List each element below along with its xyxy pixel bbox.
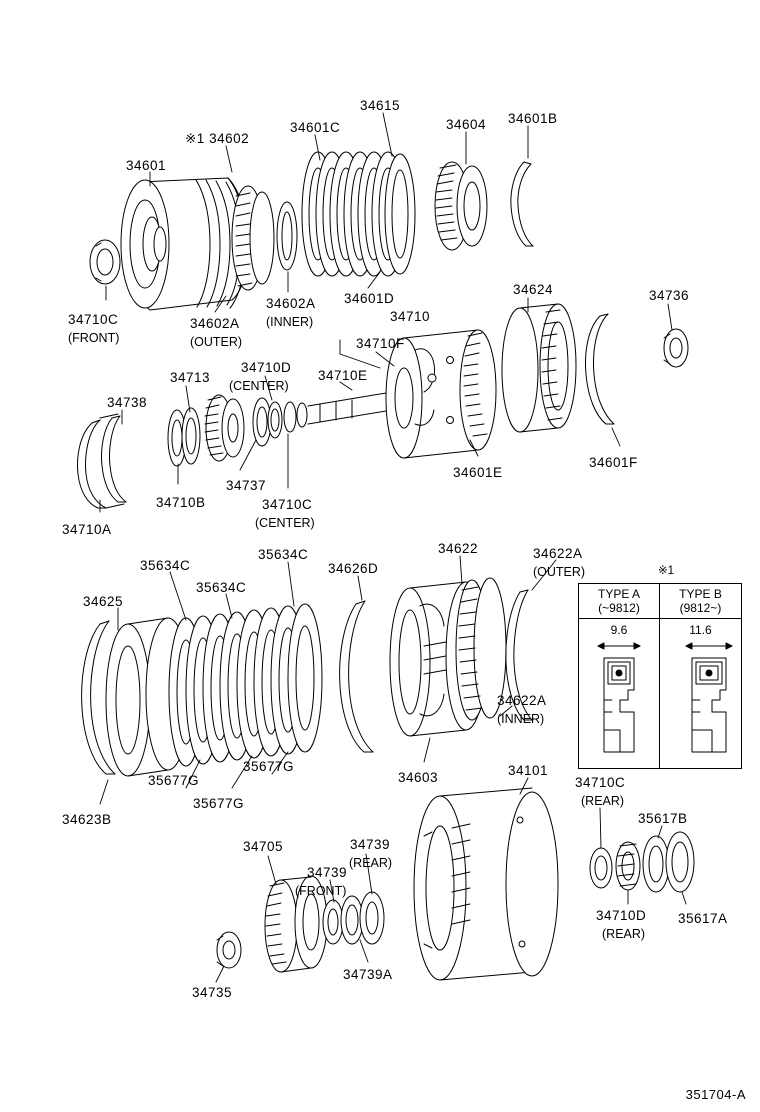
- part-label-34705: 34705: [243, 839, 284, 854]
- legend-type-b-range: (9812~): [679, 601, 722, 615]
- part-label-35634c-1: 35634C: [258, 547, 309, 562]
- part-label-34710e: 34710E: [318, 368, 368, 383]
- part-label-34601d: 34601D: [344, 291, 395, 306]
- group-rear-clutch-pack: [82, 578, 532, 776]
- part-label-34602: ※1 34602: [185, 131, 250, 146]
- part-label-34710d-center: 34710D: [241, 360, 292, 375]
- part-label-34739-rear: 34739: [350, 837, 391, 852]
- legend-type-a-title: TYPE A: [597, 587, 641, 601]
- part-label-34602a-outer: 34602A: [190, 316, 240, 331]
- part-label-34625: 34625: [83, 594, 124, 609]
- part-label-35634c-2: 35634C: [140, 558, 191, 573]
- part-label-front-qualifier-2: (FRONT): [295, 884, 347, 898]
- part-label-34101: 34101: [508, 763, 549, 778]
- legend-cell-type-a: [579, 619, 660, 769]
- part-label-rear-qualifier-3: (REAR): [349, 856, 393, 870]
- type-comparison-table: [578, 583, 742, 769]
- legend-dimension-type-b: 11.6: [689, 623, 712, 637]
- part-label-34738: 34738: [107, 395, 148, 410]
- part-label-34735: 34735: [192, 985, 233, 1000]
- part-label-34739-front: 34739: [307, 865, 348, 880]
- part-label-front-qualifier: (FRONT): [68, 331, 120, 345]
- part-label-center-qualifier-2: (CENTER): [255, 516, 315, 530]
- part-label-34736: 34736: [649, 288, 690, 303]
- diagram-footer-code: 351704-A: [685, 1087, 746, 1102]
- legend-type-a-range: (~9812): [598, 601, 640, 615]
- part-label-34622: 34622: [438, 541, 479, 556]
- group-rear-drum: [217, 788, 694, 980]
- part-label-34624: 34624: [513, 282, 554, 297]
- part-label-inner-qualifier-2: (INNER): [497, 712, 545, 726]
- part-label-center-qualifier-1: (CENTER): [229, 379, 289, 393]
- part-label-34601b: 34601B: [508, 111, 558, 126]
- part-label-34710a: 34710A: [62, 522, 112, 537]
- part-label-35677g-2: 35677G: [148, 773, 200, 788]
- part-label-34710c-center: 34710C: [262, 497, 313, 512]
- part-label-outer-qualifier-2: (OUTER): [533, 565, 586, 579]
- legend-note-mark: ※1: [658, 565, 675, 577]
- part-label-34601: 34601: [126, 158, 167, 173]
- part-label-34622a-inner: 34622A: [497, 693, 547, 708]
- part-label-35617a: 35617A: [678, 911, 728, 926]
- group-front-clutch: [90, 152, 533, 310]
- part-label-35617b: 35617B: [638, 811, 688, 826]
- part-label-35677g-1: 35677G: [243, 759, 295, 774]
- part-label-34604: 34604: [446, 117, 487, 132]
- part-label-34710b: 34710B: [156, 495, 206, 510]
- part-label-34710: 34710: [390, 309, 431, 324]
- legend-type-b-title: TYPE B: [679, 587, 722, 601]
- part-label-34710c-rear: 34710C: [575, 775, 626, 790]
- part-label-35634c-3: 35634C: [196, 580, 247, 595]
- part-label-34710c-front: 34710C: [68, 312, 119, 327]
- legend-header-type-b: [660, 584, 741, 618]
- part-label-outer-qualifier-1: (OUTER): [190, 335, 243, 349]
- part-label-34601c: 34601C: [290, 120, 341, 135]
- part-label-34710f: 34710F: [356, 336, 405, 351]
- part-label-rear-qualifier-1: (REAR): [581, 794, 625, 808]
- group-center-planetary: [78, 304, 688, 508]
- part-label-34622a-outer: 34622A: [533, 546, 583, 561]
- part-label-34603: 34603: [398, 770, 439, 785]
- part-label-34710d-rear: 34710D: [596, 908, 647, 923]
- legend-dimension-type-a: 9.6: [610, 623, 628, 637]
- legend-header-type-a: [579, 584, 660, 618]
- legend-cell-type-b: [660, 619, 741, 769]
- part-label-34601e: 34601E: [453, 465, 503, 480]
- part-label-rear-qualifier-2: (REAR): [602, 927, 646, 941]
- part-label-34737: 34737: [226, 478, 267, 493]
- part-label-34713: 34713: [170, 370, 211, 385]
- part-label-34615: 34615: [360, 98, 401, 113]
- part-label-inner-qualifier-1: (INNER): [266, 315, 314, 329]
- part-label-34623b: 34623B: [62, 812, 112, 827]
- part-label-34626d: 34626D: [328, 561, 379, 576]
- part-label-35677g-3: 35677G: [193, 796, 245, 811]
- part-label-34739a: 34739A: [343, 967, 393, 982]
- part-label-34601f: 34601F: [589, 455, 638, 470]
- part-label-34602a-inner: 34602A: [266, 296, 316, 311]
